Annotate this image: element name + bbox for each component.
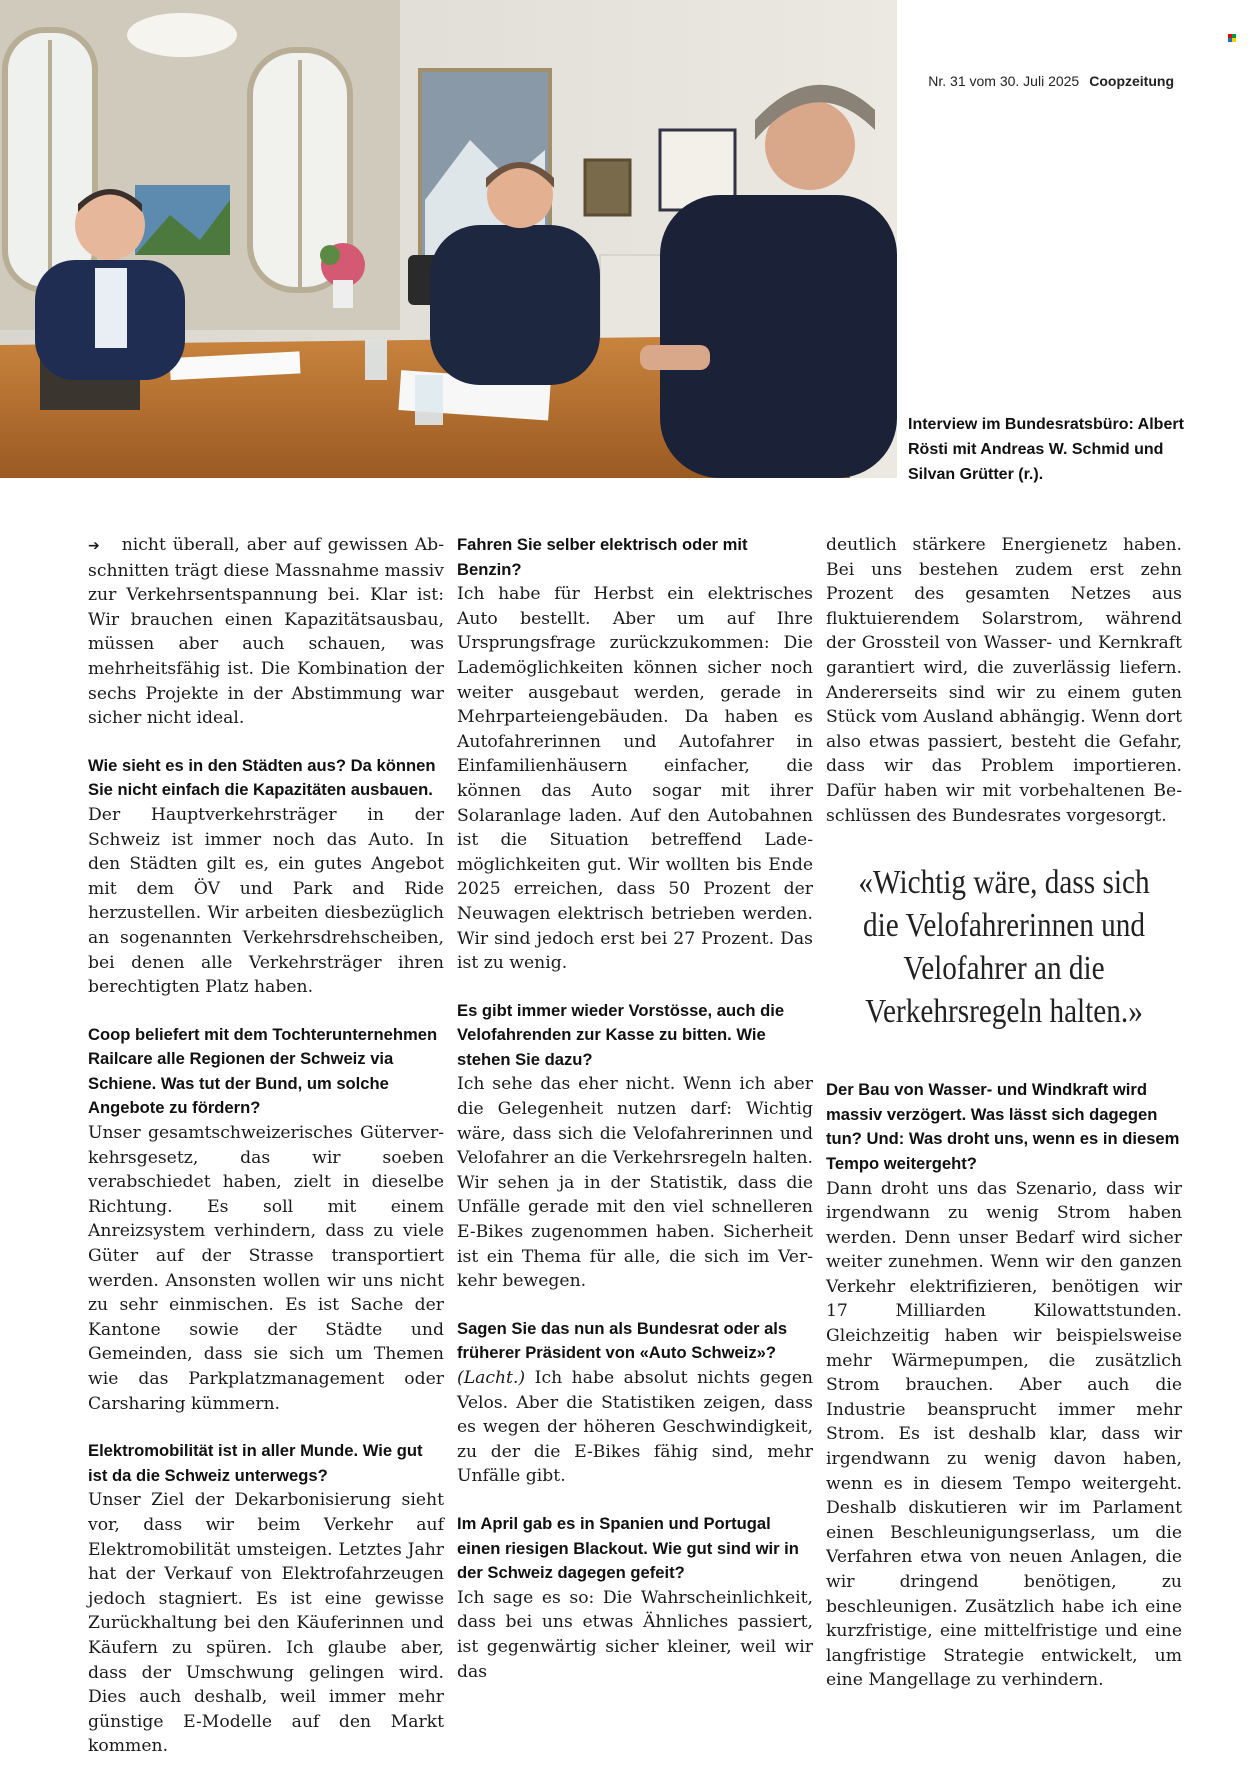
qa-block [457, 1317, 813, 1489]
photo-scene-icon [0, 0, 897, 478]
qa-block [457, 1512, 813, 1684]
photo-caption: Interview im Bundesratsbüro: Albert Rösti mit Andreas W. Schmid und Silvan Grütter (r.). [908, 416, 1184, 483]
qa-block [457, 533, 813, 976]
answer: Ich habe für Herbst ein elektrisches Auto bestellt. Aber um auf Ihre Ursprungsfrage zurückzukommen: Die Lademöglichkeiten können sicher noch weiter ausgebaut werden, gerade in Mehrparteiengebäuden. Da haben es Autofahrerinnen und Autofahrer in Einfamilienhäusern einfacher, die können das Auto sogar mit ihrer Solaranlage laden. Auf den Autobahnen ist die Situation betreffend Lademöglichkeiten gut. Wir wollten bis Ende 2025 erreichen, dass 50 Prozent der Neuwagen elektrisch betrieben werden. Wir sind jedoch erst bei 27 Prozent. Das ist zu wenig. [457, 584, 813, 974]
publication-brand: Coopzeitung [1089, 73, 1174, 89]
answer: Der Hauptverkehrsträger in der Schweiz ist immer noch das Auto. In den Städten gilt es, ein gutes Angebot mit dem ÖV und Park and Ride herzustellen. Wir arbeiten diesbezüglich an sogenannten Verkehrsdrehscheiben, bei denen alle Verkehrsträger ihren berechtigten Platz haben. [88, 804, 444, 998]
question: Wie sieht es in den Städten aus? Da können Sie nicht einfach die Kapazitäten ausbauen. [88, 755, 436, 800]
paragraph [88, 533, 444, 731]
article-column-1 [88, 533, 444, 1782]
answer: Ich sehe das eher nicht. Wenn ich aber die Gelegenheit nutzen darf: Wichtig wäre, dass sich die Velofahrerinnen und Velofahrer an die Verkehrsregeln halten. Wir sehen ja in der Statistik, dass die Unfälle gerade mit den viel schnelleren E-Bikes zugenommen haben. Sicherheit ist ein Thema für alle, die sich im Verkehr bewegen. [457, 1074, 813, 1292]
pull-quote: «Wichtig wäre, dass sich die Velofahrerinnen und Velofahrer an die Verkehrsregeln halten.» [858, 864, 1150, 1031]
answer: Ich habe absolut nichts gegen Velos. Aber die Statistiken zeigen, dass es wegen der höheren Geschwindigkeit, zu der die E-Bikes fähig sind, mehr Unfälle gibt. [457, 1368, 813, 1487]
paragraph-text: nicht überall, aber auf gewissen Abschnitten trägt diese Massnahme massiv zur Verkehrsentspannung bei. Klar ist: Wir brauchen einen Kapazitätsausbau, müssen aber auch schauen, was mehrheitsfähig ist. Die Kombination der sechs Projekte in der Abstimmung war sicher nicht ideal. [88, 535, 444, 729]
answer: Unser Ziel der Dekarbonisierung sieht vor, dass wir beim Verkehr auf Elektromobilität umsteigen. Letztes Jahr hat der Verkauf von Elektrofahrzeugen jedoch stagniert. Es ist eine gewisse Zurückhaltung bei den Käuferinnen und Käufern zu spüren. Ich glaube aber, dass der Umschwung gelingen wird. Dies auch deshalb, weil immer mehr günstige E-Modelle auf den Markt kommen. [88, 1490, 444, 1757]
qa-block [88, 1023, 444, 1417]
question: Fahren Sie selber elektrisch oder mit Benzin? [457, 535, 748, 579]
answer: Dann droht uns das Szenario, dass wir irgendwann zu wenig Strom haben werden. Denn unser Bedarf wird sicher weiter zunehmen. Wenn wir den ganzen Verkehr elektrifizieren, benötigen wir 17 Milliarden Kilowattstunden. Gleichzeitig haben wir beispielsweise mehr Wärmepumpen, die zusätzlich Strom brauchen. Aber auch die Industrie beansprucht immer mehr Strom. Es ist deshalb klar, dass wir irgendwann zu wenig davon haben, wenn es in diesem Tempo weitergeht. Deshalb diskutieren wir im Parlament einen Beschleunigungserlass, um die Verfahren etwa von neuen Anlagen, die wir dringend benötigen, zu beschleunigen. Zusätzlich habe ich eine kurzfristige, eine mittelfristige und eine langfristige Strategie entwickelt, um eine Mangellage zu verhindern. [826, 1178, 1182, 1691]
article-column-3 [826, 533, 1182, 1716]
qa-block [88, 754, 444, 1000]
question: Im April gab es in Spanien und Portugal einen riesigen Blackout. Wie gut sind wir in der Schweiz dagegen gefeit? [457, 1513, 799, 1583]
article-column-2 [457, 533, 813, 1707]
issue-header [928, 73, 1174, 89]
interview-photo [0, 0, 897, 478]
answer-stage-direction: (Lacht.) [457, 1368, 526, 1388]
answer: Ich sage es so: Die Wahrscheinlichkeit, dass bei uns etwas Ähnliches passiert, ist gegenwärtig sicher kleiner, weil wir das [457, 1587, 813, 1682]
qa-block [457, 999, 813, 1294]
issue-date: Nr. 31 vom 30. Juli 2025 [928, 73, 1080, 89]
question: Es gibt immer wieder Vorstösse, auch die Velofahrenden zur Kasse zu bitten. Wie stehen Sie dazu? [457, 1000, 785, 1069]
color-registration-icon [1228, 34, 1236, 42]
question: Elektromobilität ist in aller Munde. Wie gut ist da die Schweiz unterwegs? [88, 1441, 423, 1485]
continuation-arrow-icon: ➔ [88, 538, 100, 554]
question: Der Bau von Wasser- und Windkraft wird massiv verzögert. Was lässt sich dagegen tun? Und: Was droht uns, wenn es in diesem Tempo weitergeht? [826, 1080, 1180, 1173]
question: Sagen Sie das nun als Bundesrat oder als früherer Präsident von «Auto Schweiz»? [457, 1318, 788, 1363]
qa-block [826, 1078, 1182, 1693]
qa-block [88, 1439, 444, 1759]
question: Coop beliefert mit dem Tochterunternehmen Railcare alle Regionen der Schweiz via Schiene. Was tut der Bund, um solche Angebote zu fördern? [88, 1024, 438, 1118]
answer: Unser gesamtschweizerisches Güterverkehrsgesetz, das wir soeben verabschiedet haben, zielt in dieselbe Richtung. Es soll mit einem Anreizsystem verhindern, dass zu viele Güter auf der Strasse transportiert werden. Ansonsten wollen wir uns nicht zu sehr einmischen. Es ist Sache der Kantone sowie der Städte und Gemeinden, dass sie sich um Themen wie das Parkplatzmanagement oder Carsharing kümmern. [88, 1123, 444, 1414]
paragraph: deutlich stärkere Energienetz haben. Bei uns bestehen zudem erst zehn Prozent des gesamten Netzes aus fluktuierendem Solarstrom, während der Grossteil von Wasser- und Kernkraft garantiert wird, die zuverlässig liefern. Andererseits sind wir zu einem guten Stück vom Ausland abhängig. Wenn dort also etwas passiert, besteht die Gefahr, dass wir das Problem importieren. Dafür haben wir mit vorbehaltenen Beschlüssen des Bundesrates vorgesorgt. [826, 535, 1182, 826]
